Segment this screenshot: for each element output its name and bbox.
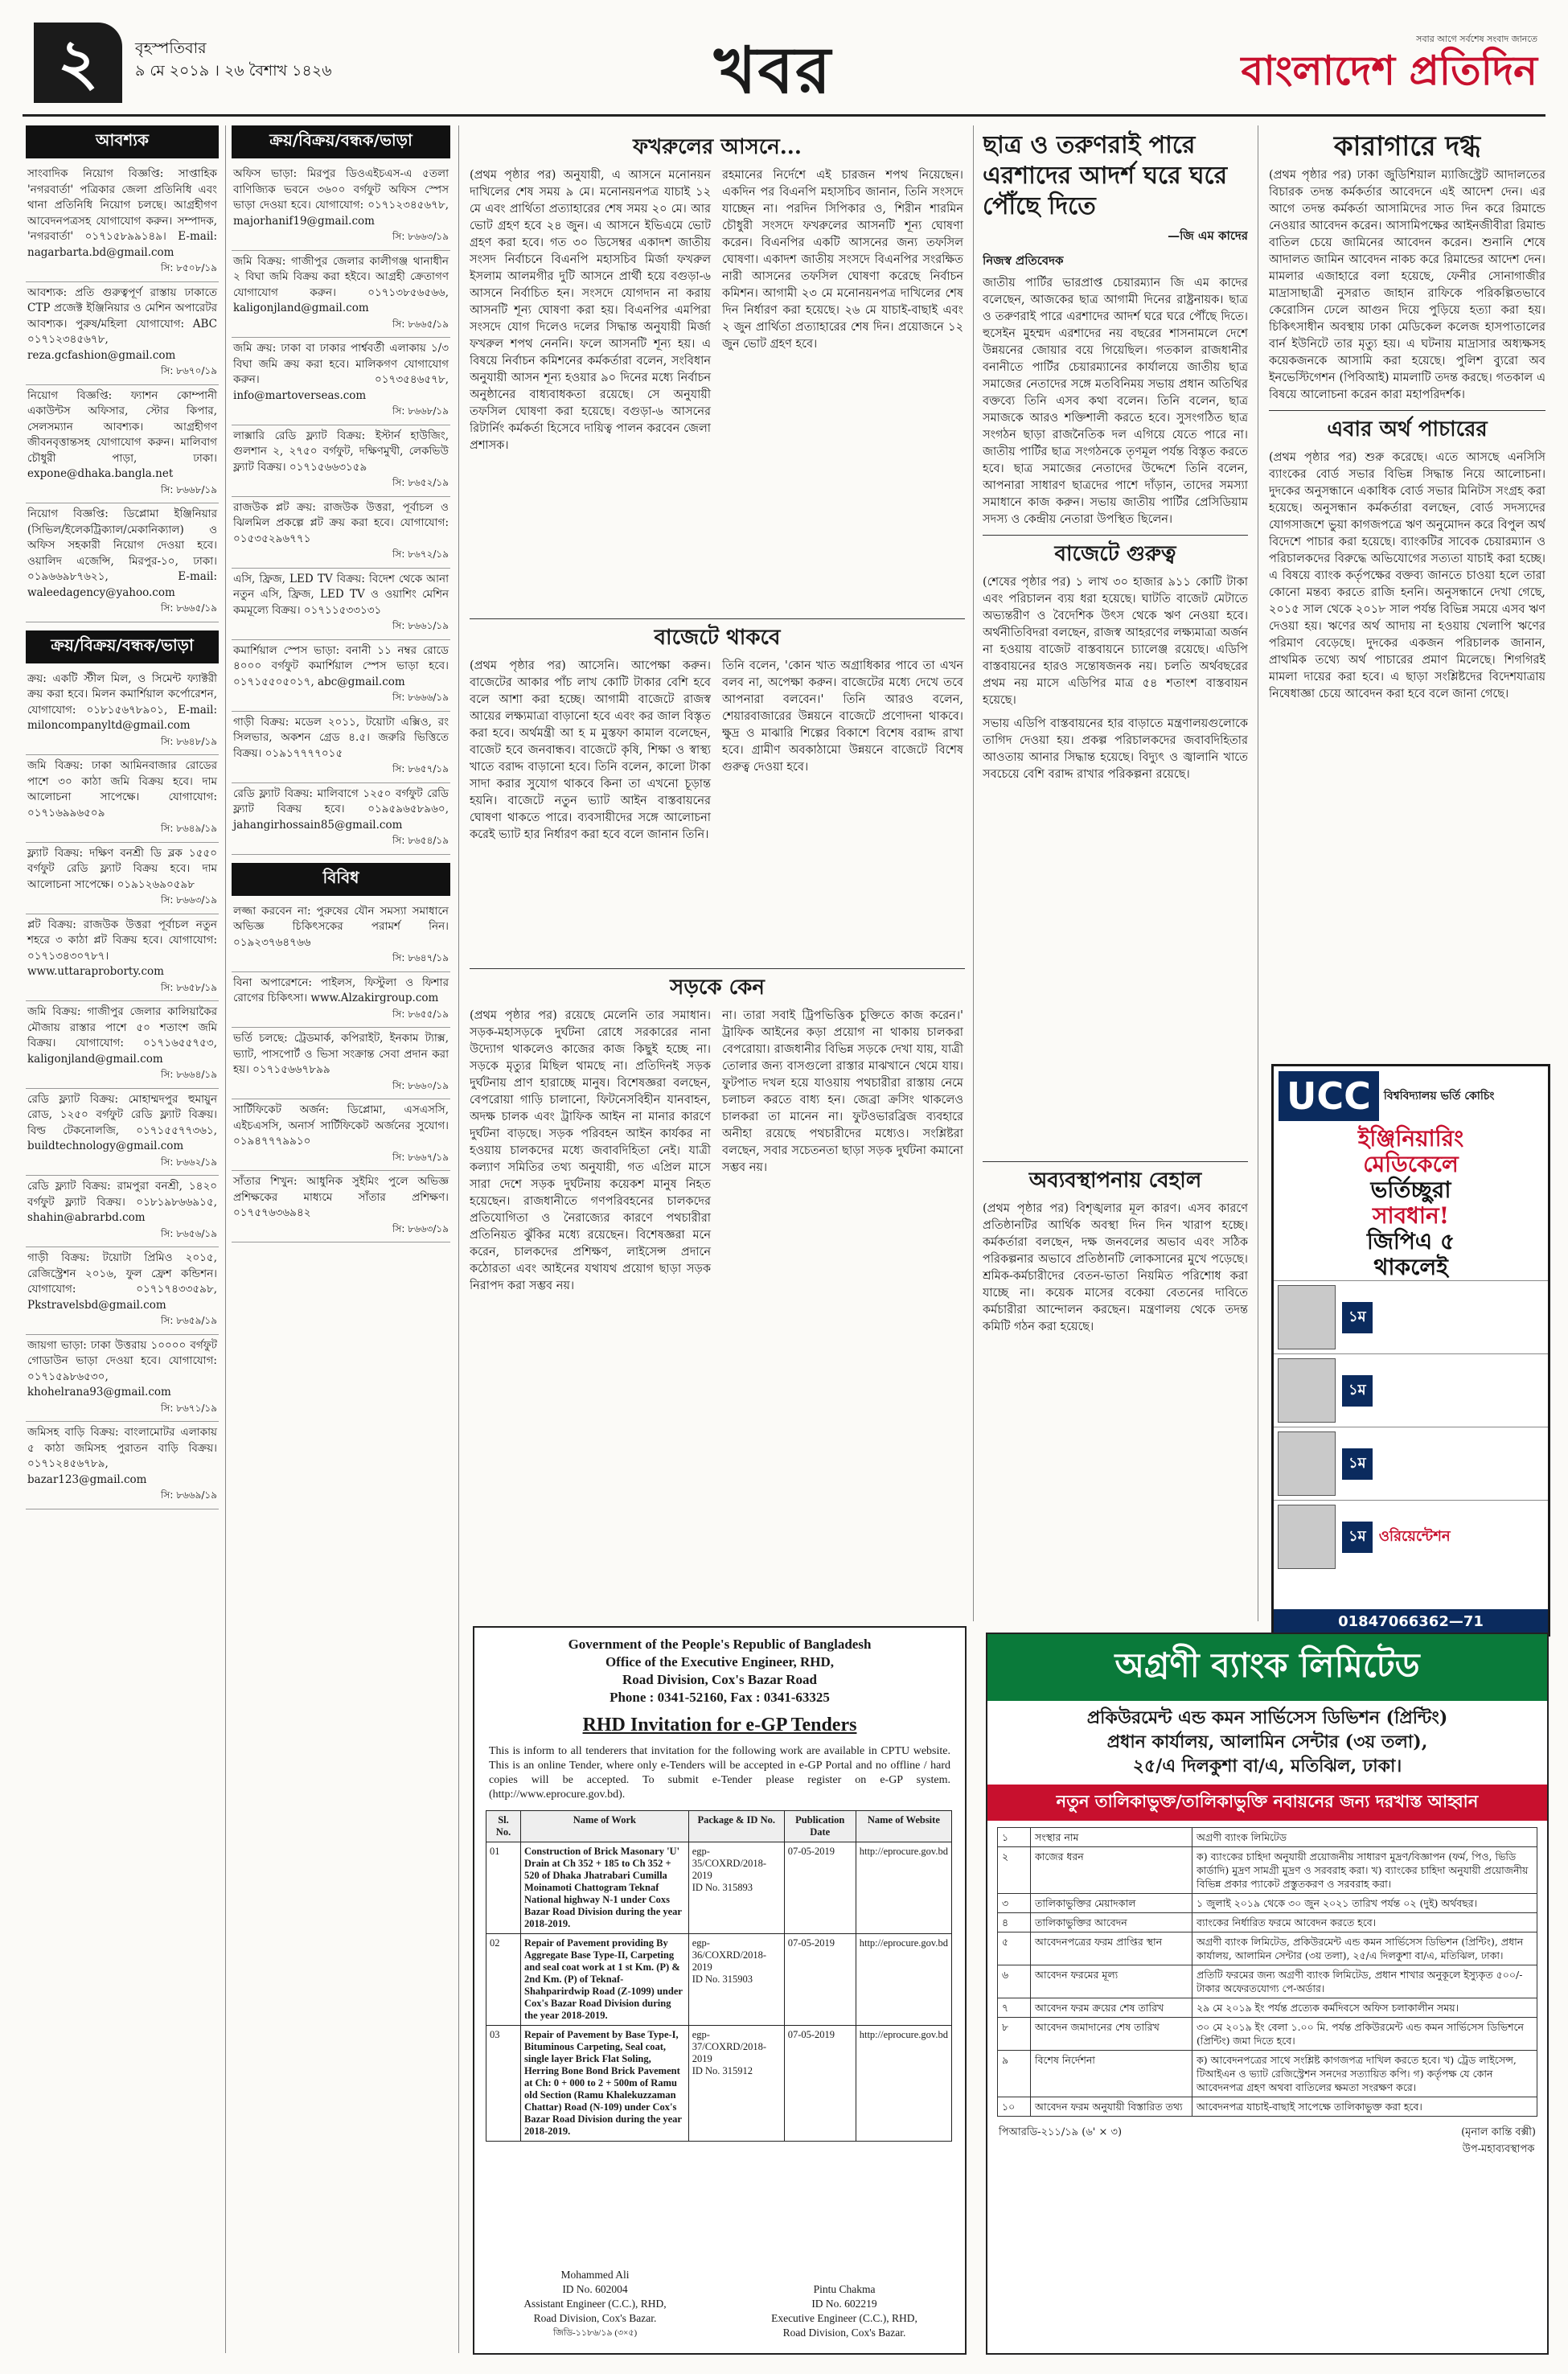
tender-gov-header	[474, 1636, 965, 1707]
ucc-line-aspirants: ভর্তিচ্ছুরা	[1370, 1177, 1451, 1203]
classified-ad	[26, 163, 219, 282]
classified-ad-ref: সি: ৮৬৬৩/১৯	[160, 894, 217, 906]
ucc-line-only: থাকলেই	[1373, 1254, 1448, 1280]
classified-ad-text: সাঁতার শিখুন: আধুনিক সুইমিং পুলে অভিজ্ঞ প্রশিক্ষকের মাধ্যমে সাঁতার প্রশিক্ষণ। ০১৭৫৭৬৩৬৯৪২	[233, 1175, 449, 1219]
table-cell	[784, 1842, 856, 1934]
classified-ad-text: লজ্জা করবেন না: পুরুষের যৌন সমস্যা সমাধানে অভিজ্ঞ চিকিৎসকের পরামর্শ নিন। ০১৯২৩৭৬৪৭৬৬	[233, 904, 449, 949]
classified-ad-text: নিয়োগ বিজ্ঞপ্তি: ডিপ্লোমা ইঞ্জিনিয়ার (সিভিল/ইলেকট্রিক্যাল/মেকানিক্যাল) ও অফিস সহকারী নিয়োগ দেওয়া হবে। ওয়ালিদ এজেন্সি, মিরপুর-১০, ঢাকা। ০১৯৬৬৯৮৭৬২১, E-mail: waleedagency@yahoo.com	[27, 507, 217, 599]
classified-ad-ref: সি: ৮৬৬৬/১৯	[392, 692, 449, 703]
classified-ad	[26, 843, 219, 914]
classified-heading-buy-sell-2: ক্রয়/বিক্রয়/বন্ধক/ভাড়া	[232, 125, 450, 158]
tender-id: ID No. 315893	[692, 1882, 753, 1893]
agrani-v: অগ্রণী ব্যাংক লিমিটেড	[1192, 1828, 1537, 1847]
agrani-headline-bar: নতুন তালিকাভুক্ত/তালিকাভুক্তি নবায়নের জন্য দরখাস্ত আহ্বান	[987, 1785, 1547, 1821]
story-headline: অব্যবস্থাপনায় বেহাল	[983, 1161, 1248, 1194]
classified-ad-ref: সি: ৮৬৬০/১৯	[392, 1079, 449, 1091]
agrani-footer	[987, 2117, 1547, 2167]
classified-ad-text: রাজউক প্লট ক্রয়: রাজউক উত্তরা, পূর্বাচল ও ঝিলমিল প্রকল্পে প্লট ক্রয় করা হবে। যোগাযোগ: ০১৫৩৫২৯৬৭৭১	[233, 500, 449, 545]
ucc-orientation: ওরিয়েন্টেশন	[1378, 1527, 1451, 1545]
classified-ad	[26, 755, 219, 843]
table-cell	[486, 1842, 521, 1934]
newspaper-page	[23, 16, 1545, 2358]
brand-tagline: সবার আগে সর্বশেষ সংবাদ জানতে	[1416, 34, 1537, 44]
story-headline: ফখরুলের আসনে...	[633, 135, 802, 159]
tender-sl: 01	[490, 1846, 500, 1857]
avatar	[1278, 1285, 1336, 1349]
tender-gov-line: Office of the Executive Engineer, RHD,	[605, 1654, 835, 1670]
classified-ad-text: ক্রয়: একটি স্টীল মিল, ও সিমেন্ট ফ্যাক্টরী ক্রয় করা হবে। মিলন কমার্শিয়াল কর্পোরেশন, যোগাযোগ: ০১৮১৫৬৭৮৯০১, E-mail: miloncompanyltd@gmail.com	[27, 672, 217, 732]
table-cell	[521, 1842, 689, 1934]
ucc-rank-badge: ১ম	[1342, 1522, 1373, 1553]
classified-ad-text: সাংবাদিক নিয়োগ বিজ্ঞপ্তি: সাপ্তাহিক 'নগরবার্তা' পত্রিকার জেলা প্রতিনিধি এবং থানা প্রতিনিধি নিয়োগ চলছে। আগ্রহীগণ আবেদনপত্রসহ যোগাযোগ করুন। সম্পাদক, 'নগরবার্তা' ০১৭১৫৮৯৯১৪৯। E-mail: nagarbarta.bd@gmail.com	[27, 167, 217, 259]
classified-ad	[232, 425, 450, 497]
classified-ad-text: জমি বিক্রয়: গাজীপুর জেলার কালীগঞ্জ থানাধীন ২ বিঘা জমি বিক্রয় করা হইবে। আগ্রহী ক্রেতাগণ যোগাযোগ করুন। ০১৭১৩৮৫৬৫৬৬, kaligonjland@gmail.com	[233, 254, 449, 314]
classified-ad-text: জায়গা ভাড়া: ঢাকা উত্তরায় ১০০০০ বর্গফুট গোডাউন ভাড়া দেওয়া হবে। যোগাযোগ: ০১৭১৫৯৮৬৫৩০, khohelrana93@gmail.com	[27, 1338, 217, 1399]
tender-gov-line: Road Division, Cox's Bazar Road	[622, 1672, 817, 1687]
ucc-topper-row	[1274, 1353, 1548, 1427]
story-headline: বাজেটে থাকবে	[470, 618, 965, 651]
budget-important-body: (শেষের পৃষ্ঠার পর) ১ লাখ ৩০ হাজার ৯১১ কোটি টাকা এবং পরিচালন ব্যয় ধরা হয়েছে। ঘাটতি বাজেট মেটাতে অভ্যন্তরীণ ও বৈদেশিক উৎস থেকে ঋণ নেওয়া হবে। অর্থনীতিবিদরা বলছেন, রাজস্ব আহরণের লক্ষ্যমাত্রা অর্জন না হওয়ায় বাজেট বাস্তবায়নে চ্যালেঞ্জ রয়েছে। এডিপি বাস্তবায়নের হারও সন্তোষজনক নয়। চলতি অর্থবছরের প্রথম নয় মাসে এডিপির মাত্র ৫৪ শতাংশ বাস্তবায়ন হয়েছে।	[983, 576, 1248, 707]
table-row	[486, 2026, 952, 2142]
ucc-topper-row	[1274, 1427, 1548, 1500]
classified-ad	[26, 1089, 219, 1177]
table-row	[998, 2018, 1537, 2051]
classified-ad-ref: সি: ৮৬৬৫/১৯	[160, 602, 217, 614]
agrani-v: অগ্রণী ব্যাংক লিমিটেড, প্রকিউরমেন্ট এন্ড কমন সার্ভিসেস ডিভিশন (প্রিন্টিং), প্রধান কার্যালয়, আলামিন সেন্টার (৩য় তলা), ২৫/এ দিলকুশা বা/এ, মতিঝিল, ঢাকা।	[1192, 1932, 1537, 1965]
avatar	[1278, 1431, 1336, 1496]
agrani-v: ক) ব্যাংকের চাহিদা অনুযায়ী প্রয়োজনীয় সাধারণ মুদ্রণ/বিজ্ঞাপন (ফর্ম, পিও, ভিডি কার্ডাদি) মুদ্রণ সামগ্রী মুদ্রণ ও সরবরাহ করা। খ) ব্যাংকের চাহিদা অনুযায়ী প্রয়োজনীয় বিভিন্ন প্রকার প্যাকেট প্রস্তুতকরণ ও সরবরাহ করা।	[1192, 1847, 1537, 1894]
table-cell	[856, 1842, 951, 1934]
table-row	[998, 1932, 1537, 1965]
classified-ad	[232, 1028, 450, 1099]
agrani-v: ২৯ মে ২০১৯ ইং পর্যন্ত প্রত্যেক কর্মদিবসে অফিস চলাকালীন সময়।	[1192, 1998, 1537, 2018]
tender-pkg: egp-36/COXRD/2018-2019	[692, 1937, 767, 1973]
tender-id: ID No. 315912	[692, 2065, 753, 2076]
signatory-office: Road Division, Cox's Bazar.	[782, 2327, 906, 2339]
agrani-n: ৬	[998, 1965, 1031, 1998]
table-header: Publication Date	[784, 1811, 856, 1842]
classifieds-column-1	[26, 125, 219, 2353]
story-headline: সড়কে কেন	[470, 968, 965, 1001]
agrani-division: প্রকিউরমেন্ট এন্ড কমন সার্ভিসেস ডিভিশন (প্রিন্টিং)	[1086, 1707, 1448, 1728]
issue-full-date: ৯ মে ২০১৯ । ২৬ বৈশাখ ১৪২৬	[135, 62, 332, 80]
classified-ad	[26, 503, 219, 622]
classified-ad-ref: সি: ৮৬৫৫/১৯	[392, 1008, 449, 1020]
signatory-name: Pintu Chakma	[813, 2283, 876, 2295]
tender-pkg: egp-35/COXRD/2018-2019	[692, 1846, 767, 1881]
agrani-k: বিশেষ নির্দেশনা	[1031, 2051, 1192, 2097]
tender-pub: 07-05-2019	[787, 1846, 835, 1857]
classified-ad	[232, 640, 450, 712]
table-row	[998, 1913, 1537, 1932]
ucc-logo: UCC	[1279, 1071, 1379, 1121]
budget-important-headline: বাজেটে গুরুত্ব	[983, 535, 1248, 568]
classified-ad-ref: সি: ৮৬৬৩/১৯	[392, 1222, 449, 1234]
ucc-line-medical: মেডিকেলে	[1363, 1151, 1459, 1177]
tender-pub: 07-05-2019	[787, 1937, 835, 1949]
tender-gov-line: Government of the People's Republic of Bangladesh	[568, 1637, 872, 1652]
section-title: খবর	[714, 32, 833, 108]
tender-name: Construction of Brick Masonary 'U' Drain at Ch 352 + 185 to Ch 352 + 520 of Dhaka Jhatrabari Cumilla Moinamoti Chattogram Teknaf National highway N-1 under Coxs Bazar Road Division during the year 2018-2019.	[524, 1846, 682, 1929]
tender-sl: 03	[490, 2029, 500, 2040]
table-row	[998, 1847, 1537, 1894]
agrani-v: ৩০ মে ২০১৯ ইং বেলা ১.০০ মি. পর্যন্ত প্রকিউরমেন্ট এন্ড কমন সার্ভিসেস ডিভিশনে (প্রিন্টিং) জমা দিতে হবে।	[1192, 2018, 1537, 2051]
ad-reference: পিআরডি-২১১/১৯ (৬' × ৩)	[999, 2126, 1123, 2138]
story-body: জাতীয় পার্টির ভারপ্রাপ্ত চেয়ারম্যান জি এম কাদের বলেছেন, আজকের ছাত্র আগামী দিনের রাষ্ট্রনায়ক। ছাত্র ও তরুণরাই পারে এরশাদের আদর্শ ঘরে ঘরে পৌঁছে দিতে। হুসেইন মুহম্মদ এরশাদের নয় বছরের শাসনামলে দেশে উন্নয়নের জোয়ার বয়ে গিয়েছিল। গতকাল রাজধানীর বনানীতে পার্টির চেয়ারম্যানের কার্যালয়ে জাতীয় ছাত্র সমাজের নেতাদের সঙ্গে মতবিনিময় সভায় প্রধান অতিথির বক্তব্যে তিনি এসব কথা বলেন। তিনি বলেন, ছাত্র সমাজকে আরও শক্তিশালী করতে হবে। সুসংগঠিত ছাত্র সংগঠন ছাড়া রাজনৈতিক দল এগিয়ে যেতে পারে না। জাতীয় পার্টির ছাত্র সংগঠনকে তৃণমূল পর্যন্ত বিস্তৃত করতে হবে। ছাত্র সমাজের নেতাদের উদ্দেশে তিনি বলেন, আপনারা সাধারণ ছাত্রদের পাশে দাঁড়ান, তাদের সমস্যা সমাধানে কাজ করুন। সভায় জাতীয় পার্টির প্রেসিডিয়াম সদস্য ও কেন্দ্রীয় নেতারা উপস্থিত ছিলেন।	[983, 277, 1248, 526]
agrani-k: আবেদন জমাদানের শেষ তারিখ	[1031, 2018, 1192, 2051]
classified-ad-ref: সি: ৮৬৬২/১৯	[160, 1156, 217, 1168]
classified-ad-text: এসি, ফ্রিজ, LED TV বিক্রয়: বিদেশ থেকে আনা নতুন এসি, ফ্রিজ, LED TV ও ওয়াশিং মেশিন কমমূল্যে বিক্রয়। ০১৭১১৫৩৩১৩১	[233, 572, 449, 617]
classified-ad-text: ভর্তি চলছে: ট্রেডমার্ক, কপিরাইট, ইনকাম ট্যাক্স, ভ্যাট, পাসপোর্ট ও ভিসা সংক্রান্ত সেবা প্রদান করা হয়। ০১৭১৫৬৬৭৮৯৯	[233, 1032, 449, 1076]
agrani-address: প্রধান কার্যালয়, আলামিন সেন্টার (৩য় তলা),	[1106, 1731, 1428, 1752]
story-body: (প্রথম পৃষ্ঠার পর) রয়েছে মেলেনি তার সমাধান। সড়ক-মহাসড়কে দুর্ঘটনা রোধে সরকারের নানা উদ্যোগ থাকলেও কাজের কাজ কিছুই হচ্ছে না। সড়কে মৃত্যুর মিছিল থামছে না। প্রতিদিনই সড়ক দুর্ঘটনায় প্রাণ হারাচ্ছে মানুষ। বিশেষজ্ঞরা বলছেন, বেপরোয়া গাড়ি চালানো, ফিটনেসবিহীন যানবাহন, অদক্ষ চালক এবং ট্রাফিক আইন না মানার কারণে দুর্ঘটনা বাড়ছে। সড়ক পরিবহন আইন কার্যকর না হওয়ায় চালকদের মধ্যে জবাবদিহিতা নেই। যাত্রী কল্যাণ সমিতির তথ্য অনুযায়ী, গত এপ্রিল মাসে সারা দেশে সড়ক দুর্ঘটনায় কয়েকশ মানুষ নিহত হয়েছেন। রাজধানীতে গণপরিবহনের চালকদের প্রতিযোগিতা ও নৈরাজ্যের কারণে পথচারীরা প্রতিনিয়ত ঝুঁকির মধ্যে রয়েছেন। বিশেষজ্ঞরা মনে করেন, চালকদের প্রশিক্ষণ, লাইসেন্স প্রদানে কঠোরতা এবং আইনের যথাযথ প্রয়োগ ছাড়া সড়ক নিরাপদ করা সম্ভব নয়।	[470, 1009, 711, 1292]
signatory-name: (মৃনাল কান্তি বক্সী)	[1461, 2126, 1536, 2138]
classified-ad-ref: সি: ৮৬৬৮/১৯	[160, 483, 217, 495]
classified-ad	[232, 497, 450, 569]
classified-list-buy-sell	[26, 668, 219, 1509]
issue-day: বৃহস্পতিবার	[135, 39, 207, 57]
classified-ad	[232, 972, 450, 1029]
tender-pub: 07-05-2019	[787, 2029, 835, 2040]
classified-ad-text: রেডি ফ্ল্যাট বিক্রয়: মালিবাগে ১২৫০ বর্গফুট রেডি ফ্ল্যাট বিক্রয় হবে। ০১৯৫৯৬৫৮৯৬০, jahangirhossain85@gmail.com	[233, 787, 449, 832]
tender-gov-line: Phone : 0341-52160, Fax : 0341-63325	[610, 1690, 830, 1705]
signatory-id: ID No. 602004	[562, 2283, 628, 2295]
signatory-title: Executive Engineer (C.C.), RHD,	[771, 2312, 917, 2324]
classified-ad-ref: সি: ৮৬৬৭/১৯	[392, 1151, 449, 1163]
table-row	[998, 1998, 1537, 2018]
ucc-rank-badge: ১ম	[1342, 1375, 1373, 1407]
classified-ad-ref: সি: ৮৬৫২/১৯	[392, 477, 449, 488]
classified-ad-ref: সি: ৮৬৬৪/১৯	[160, 1069, 217, 1080]
agrani-k: আবেদন ফরম ক্রয়ের শেষ তারিখ	[1031, 1998, 1192, 2018]
money-story-headline: এবার অর্থ পাচারের	[1269, 410, 1545, 443]
ucc-tagline: বিশ্ববিদ্যালয় ভর্তি কোচিং	[1383, 1090, 1495, 1103]
story-body-continued: না। তারা সবাই ট্রিপভিত্তিক চুক্তিতে কাজ করেন।' ট্রাফিক আইনের কড়া প্রয়োগ না থাকায় চালকরা বেপরোয়া। রাজধানীর বিভিন্ন সড়কে দেখা যায়, যাত্রী তোলার জন্য বাসগুলো রাস্তার মাঝখানে থেমে যায়। ফুটপাত দখল হয়ে যাওয়ায় পথচারীরা রাস্তায় নেমে চলাচল করতে বাধ্য হন। জেব্রা ক্রসিং থাকলেও চালকরা তা মানেন না। ফুটওভারব্রিজ ব্যবহারে অনীহা রয়েছে পথচারীদের মধ্যেও। সংশ্লিষ্টরা বলছেন, সবার সচেতনতা ছাড়া সড়ক দুর্ঘটনা কমানো সম্ভব নয়।	[722, 1009, 963, 1174]
signatory-id: ID No. 602219	[811, 2298, 877, 2310]
classified-ad	[232, 569, 450, 640]
agrani-table	[997, 1827, 1537, 2117]
tender-web[interactable]: http://eprocure.gov.bd	[859, 1937, 948, 1949]
agrani-k: আবেদন ফরমের মূল্য	[1031, 1965, 1192, 1998]
tender-sl: 02	[490, 1937, 500, 1949]
agrani-n: ১০	[998, 2097, 1031, 2117]
classifieds-column-2	[232, 125, 450, 2353]
table-row	[486, 1934, 952, 2026]
agrani-n: ২	[998, 1847, 1031, 1894]
agrani-n: ৫	[998, 1932, 1031, 1965]
story-body-continued: রহমানের নির্দেশে এই চারজন শপথ নিয়েছেন। একদিন পর বিএনপি মহাসচিব জানান, তিনি সংসদে যাচ্ছেন না। পরদিন সিপিকার ও, শিরীন শারমিন চৌধুরী সংসদে ফখরুলের আসনটি শূন্য ঘোষণা করেন। বিএনপির একটি আসনের জন্য তফসিল ঘোষণা। একাদশ জাতীয় সংসদে বিএনপির সংরক্ষিত নারী আসনের তফসিল ঘোষণা করেছে নির্বাচন কমিশন। আগামী ২৩ মে মনোনয়নপত্র দাখিলের শেষ দিন নির্ধারণ করা হয়েছে। ২৬ মে যাচাই-বাছাই এবং ২ জুন প্রার্থিতা প্রত্যাহারের শেষ দিন। প্রয়োজনে ১২ জুন ভোট গ্রহণ হবে।	[722, 169, 963, 351]
classified-ad	[232, 1171, 450, 1242]
table-cell	[521, 1934, 689, 2026]
ucc-rank-badge: ১ম	[1342, 1448, 1373, 1480]
agrani-v: প্রতিটি ফরমের জন্য অগ্রণী ব্যাংক লিমিটেড, প্রধান শাখার অনুকূলে ইস্যুকৃত ৫০০/- টাকার অফেরতযোগ্য পে-অর্ডার।	[1192, 1965, 1537, 1998]
table-cell	[688, 1842, 784, 1934]
column-divider	[225, 125, 226, 2353]
table-row	[998, 1828, 1537, 1847]
classified-ad-ref: সি: ৮৬৬৩/১৯	[392, 231, 449, 242]
agrani-k: তালিকাভুক্তির মেয়াদকাল	[1031, 1894, 1192, 1913]
table-cell	[856, 2026, 951, 2142]
classified-ad-text: রেডি ফ্ল্যাট বিক্রয়: রামপুরা বনশ্রী, ১৪২০ বর্গফুট ফ্ল্যাট বিক্রয়। ০১৮১৯৮৬৬৯১৫, shahin@abrarbd.com	[27, 1180, 217, 1224]
ucc-line-beware: সাবধান!	[1372, 1202, 1450, 1229]
story-salary	[983, 1158, 1248, 1624]
page-number: ২	[34, 23, 122, 103]
story-body: (প্রথম পৃষ্ঠার পর) আসেনি। আপেক্ষা করুন। বাজেটের আকার পাঁচ লাখ কোটি টাকার বেশি হবে বলে আশা করা হচ্ছে। আগামী বাজেটে রাজস্ব আয়ের লক্ষ্যমাত্রা বাড়ানো হবে এবং কর জাল বিস্তৃত করা হবে। অর্থমন্ত্রী আ হ ম মুস্তফা কামাল বলেছেন, বাজেট হবে জনবান্ধব। বাজেটে কৃষি, শিক্ষা ও স্বাস্থ্য খাতে বরাদ্দ বাড়ানো হবে। তিনি বলেন, কালো টাকা সাদা করার সুযোগ থাকবে কিনা তা এখনো চূড়ান্ত হয়নি। বাজেটে নতুন ভ্যাট আইন বাস্তবায়নের ঘোষণা থাকতে পারে। ব্যবসায়ীদের সঙ্গে আলোচনা করেই ভ্যাট হার নির্ধারণ করা হবে বলে জানান তিনি।	[470, 659, 711, 841]
rhd-tender-notice	[473, 1626, 967, 2355]
agrani-k: সংস্থার নাম	[1031, 1828, 1192, 1847]
classified-ad-ref: সি: ৮৬৫৯/১৯	[161, 1315, 217, 1326]
story-fakhrul	[470, 125, 965, 608]
classified-ad	[232, 251, 450, 339]
table-cell	[521, 2026, 689, 2142]
classified-ad-text: বিনা অপারেশনে: পাইলস, ফিস্টুলা ও ফিশার রোগের চিকিৎসা। www.Alzakirgroup.com	[233, 975, 449, 1004]
classified-ad-text: সার্টিফিকেট অর্জন: ডিপ্লোমা, এসএসসি, এইচএসসি, অনার্স সার্টিফিকেট অর্জনের সুযোগ। ০১৯৪৭৭৭৯৯১০	[233, 1103, 449, 1148]
classified-ad	[232, 338, 450, 425]
column-divider	[973, 125, 974, 1621]
table-header: Name of Work	[521, 1811, 689, 1842]
classified-ad	[26, 914, 219, 1002]
agrani-address: ২৫/এ দিলকুশা বা/এ, মতিঝিল, ঢাকা।	[1132, 1756, 1402, 1776]
table-cell	[688, 2026, 784, 2142]
classified-ad-text: গাড়ী বিক্রয়: টয়োটা প্রিমিও ২০১৫, রেজিস্ট্রেশন ২০১৬, ফুল ফ্রেশ কন্ডিশন। যোগাযোগ: ০১৭১৭৪৩৩৫৯৮, Pkstravelsbd@gmail.com	[27, 1251, 217, 1312]
classified-ad-ref: সি: ৮৬৪৭/১৯	[392, 952, 449, 963]
story-budget	[470, 615, 965, 969]
tender-id: ID No. 315903	[692, 1974, 753, 1985]
agrani-k: আবেদনপত্রের ফরম প্রাপ্তির স্থান	[1031, 1932, 1192, 1965]
agrani-v: ব্যাংকের নির্ধারিত ফরমে আবেদন করতে হবে।	[1192, 1913, 1537, 1932]
classified-heading-misc: বিবিধ	[232, 863, 450, 896]
tender-pkg: egp-37/COXRD/2018-2019	[692, 2029, 767, 2064]
tender-name: Repair of Pavement by Base Type-I, Bituminous Carpeting, Seal coat, single layer Brick Flat Soling, Herring Bone Bond Brick Pavement at Ch: 0 + 000 to 2 + 500m of Ramu old Section (Ramu Khalekuzzaman Chattar) Road (N-109) under Cox's Bazar Road Division during the year 2018-2019.	[524, 2029, 682, 2137]
agrani-title: অগ্রণী ব্যাংক লিমিটেড	[987, 1634, 1547, 1701]
agrani-k: কাজের ধরন	[1031, 1847, 1192, 1894]
tender-title: RHD Invitation for e-GP Tenders	[582, 1715, 857, 1735]
classified-ad	[232, 712, 450, 783]
classified-heading-buy-sell: ক্রয়/বিক্রয়/বন্ধক/ভাড়া	[26, 630, 219, 663]
tender-signature-2	[740, 2282, 949, 2340]
tender-signature-1	[491, 2268, 700, 2340]
classified-ad-text: ফ্ল্যাট বিক্রয়: দক্ষিণ বনশ্রী ডি ব্লক ১৫৫০ বর্গফুট রেডি ফ্ল্যাট বিক্রয় হবে। দাম আলোচনা সাপেক্ষে। ০১৯১২৬৯০৫৯৮	[27, 846, 217, 891]
agrani-v: ক) আবেদনপত্রের সাথে সংশ্লিষ্ট কাগজপত্র দাখিল করতে হবে। খ) ট্রেড লাইসেন্স, টিআইএন ও ভ্যাট রেজিস্ট্রেশন সনদের সত্যায়িত কপি। গ) কর্তৃপক্ষ যে কোন আবেদনপত্র গ্রহণ অথবা বাতিলের ক্ষমতা সংরক্ষণ করে।	[1192, 2051, 1537, 2097]
avatar	[1278, 1358, 1336, 1423]
table-row	[998, 1965, 1537, 1998]
page-header	[23, 16, 1545, 117]
story-students	[983, 125, 1248, 1058]
classified-ad-text: জমি বিক্রয়: ঢাকা আমিনবাজার রোডের পাশে ৩০ কাঠা জমি বিক্রয় হবে। দাম আলোচনা সাপেক্ষে। যোগাযোগ: ০১৭১৬৯৯৬৫০৯	[27, 759, 217, 819]
classified-ad-ref: সি: ৮৬৬৮/১৯	[392, 405, 449, 417]
table-cell	[688, 1934, 784, 2026]
agrani-n: ৯	[998, 2051, 1031, 2097]
agrani-bank-notice	[986, 1633, 1549, 2355]
tender-name: Repair of Pavement providing By Aggregate Base Type-II, Carpeting and seal coat work at 1 st Km. (P) & 2nd Km. (P) of Teknaf-Shahparirdwip Road (Z-1099) under Cox's Bazar Road Division during the year 2018-2019.	[524, 1937, 683, 2021]
agrani-subtitle	[987, 1706, 1547, 1778]
masthead-logo	[1241, 32, 1537, 94]
classified-ad	[26, 1247, 219, 1335]
ucc-line-engineering: ইঞ্জিনিয়ারিং	[1357, 1125, 1464, 1152]
agrani-n: ৭	[998, 1998, 1031, 2018]
classified-ad-text: অফিস ভাড়া: মিরপুর ডিওএইচএস-এ ৫তলা বাণিজ্যিক ভবনে ৩৬০০ বর্গফুট অফিস স্পেস ভাড়া দেওয়া হবে। যোগাযোগ: ০১৭১২৩৪৫৬৭৮, majorhanif19@gmail.com	[233, 167, 449, 228]
classified-ad	[26, 668, 219, 756]
signatory-title: Assistant Engineer (C.C.), RHD,	[523, 2298, 667, 2310]
ucc-line-gpa: জিপিএ ৫	[1366, 1228, 1455, 1255]
table-header: Name of Website	[856, 1811, 951, 1842]
story-body: (প্রথম পৃষ্ঠার পর) অনুযায়ী, এ আসনে মনোনয়ন দাখিলের শেষ সময় ৯ মে। মনোনয়নপত্র যাচাই ১২ মে এবং প্রার্থিতা প্রত্যাহারের শেষ সময় ২০ মে। আর ভোট গ্রহণ হবে ২৪ জুন। এ আসনে ইভিএমে ভোট গ্রহণ করা হবে। গত ৩০ ডিসেম্বর একাদশ জাতীয় সংসদ নির্বাচনে বিএনপি মহাসচিব মির্জা ফখরুল ইসলাম আলমগীর দুটি আসনে প্রার্থী হয়ে বগুড়া-৬ আসনে নির্বাচিত হন। সংসদে যোগদান না করায় আসনটি শূন্য ঘোষণা করা হয়। বিএনপির এমপিরা সংসদে যোগ দিলেও দলের সিদ্ধান্ত অনুযায়ী মির্জা ফখরুল শপথ নেননি। ফলে আসনটি শূন্য হয়। এ বিষয়ে নির্বাচন কমিশনের কর্মকর্তারা বলেন, সংবিধান অনুযায়ী আসন শূন্য হওয়ার ৯০ দিনের মধ্যে নির্বাচন অনুষ্ঠানের বাধ্যবাধকতা রয়েছে। সে অনুযায়ী তফসিল ঘোষণা করা হয়েছে। বগুড়া-৬ আসনের রিটার্নিং কর্মকর্তা হিসেবে দায়িত্ব পালন করবেন জেলা প্রশাসক।	[470, 169, 711, 452]
table-cell	[486, 1934, 521, 2026]
classified-ad	[26, 1176, 219, 1247]
table-cell	[856, 1934, 951, 2026]
classified-ad-ref: সি: ৮৫০৮/১৯	[161, 262, 217, 273]
classified-ad	[26, 1001, 219, 1089]
story-headline: ছাত্র ও তরুণরাই পারে এরশাদের আদর্শ ঘরে ঘরে পৌঁছে দিতে	[983, 131, 1228, 220]
ucc-phone: 01847066362—71	[1274, 1609, 1548, 1634]
issue-date	[135, 37, 332, 82]
agrani-k: আবেদন ফরম অনুযায়ী বিস্তারিত তথ্য	[1031, 2097, 1192, 2117]
classified-ad	[232, 1099, 450, 1171]
agrani-n: ৩	[998, 1894, 1031, 1913]
classified-list-misc	[232, 901, 450, 1243]
agrani-signature	[1461, 2125, 1536, 2158]
story-body: (প্রথম পৃষ্ঠার পর) বিশৃঙ্খলার মূল কারণ। এসব কারণে প্রতিষ্ঠানটির আর্থিক অবস্থা দিন দিন খারাপ হচ্ছে। কর্মকর্তারা বলছেন, দক্ষ জনবলের অভাব এবং সঠিক পরিকল্পনার অভাবে প্রতিষ্ঠানটি লোকসানের মুখে পড়েছে। শ্রমিক-কর্মচারীদের বেতন-ভাতা নিয়মিত পরিশোধ করা যাচ্ছে না। কয়েক মাসের বকেয়া বেতনের দাবিতে কর্মচারীরা আন্দোলন করছেন। মন্ত্রণালয় থেকে তদন্ত কমিটি গঠন করা হয়েছে।	[983, 1202, 1248, 1333]
story-body-continued: তিনি বলেন, 'কোন খাত অগ্রাধিকার পাবে তা এখন বলব না, অপেক্ষা করুন। বাজেটের মধ্যে দেখে তবে আপনারা বলবেন।' তিনি আরও বলেন, শেয়ারবাজারের উন্নয়নে বাজেটে প্রণোদনা থাকবে। ক্ষুদ্র ও মাঝারি শিল্পের বিকাশে বিশেষ বরাদ্দ রাখা হবে। গ্রামীণ অবকাঠামো উন্নয়নে বাজেটে বিশেষ গুরুত্ব দেওয়া হবে।	[722, 659, 963, 774]
story-reporter: নিজস্ব প্রতিবেদক	[983, 253, 1064, 268]
table-row	[486, 1842, 952, 1934]
money-story-body: (প্রথম পৃষ্ঠার পর) শুরু করেছে। এতে আসছে এনসিসি ব্যাংকের বোর্ড সভার বিভিন্ন সিদ্ধান্ত নিয়ে আলোচনা। দুদকের অনুসন্ধানে একাধিক বোর্ড সভার মিনিটস সংগ্রহ করা হয়েছে। অনুসন্ধান কর্মকর্তারা বলছেন, বোর্ড সদস্যদের যোগসাজশে ভুয়া কাগজপত্রে ঋণ অনুমোদন করে বিপুল অর্থ বিদেশে পাচার করা হয়েছে। ব্যাংকটির সাবেক চেয়ারম্যান ও পরিচালকদের বিরুদ্ধে অভিযোগের সত্যতা যাচাই করা হচ্ছে। এ বিষয়ে ব্যাংক কর্তৃপক্ষের বক্তব্য জানতে চাওয়া হলে তারা কোনো মন্তব্য করতে রাজি হননি। অনুসন্ধানে দেখা গেছে, ২০১৫ সাল থেকে ২০১৮ সাল পর্যন্ত বিভিন্ন সময়ে এসব ঋণ দেওয়া হয়। ঋণের অর্থ আদায় না হওয়ায় খেলাপি ঋণের পরিমাণ বেড়েছে। দুদকের একজন পরিচালক জানান, প্রাথমিক তথ্যে অর্থ পাচারের প্রমাণ মিলেছে। শিগগিরই মামলা দায়ের করা হবে। এ ছাড়া সংশ্লিষ্টদের বিদেশযাত্রায় নিষেধাজ্ঞা চেয়ে আবেদন করা হবে বলে জানা গেছে।	[1269, 451, 1545, 700]
classified-ad-text: প্লট বিক্রয়: রাজউক উত্তরা পূর্বাচল নতুন শহরে ৩ কাঠা প্লট বিক্রয় হবে। যোগাযোগ: ০১৭১৩৪৩০৭৮৭। www.uttaraproborty.com	[27, 918, 217, 978]
agrani-n: ৪	[998, 1913, 1031, 1932]
classified-ad-text: কমার্শিয়াল স্পেস ভাড়া: বনানী ১১ নম্বর রোডে ৪০০০ বর্গফুট কমার্শিয়াল স্পেস ভাড়া হবে। ০১৭১৫৫০৫০১৭, abc@gmail.com	[233, 643, 449, 688]
classified-ad-text: নিয়োগ বিজ্ঞপ্তি: ফ্যাশন কোম্পানী একাউন্টস অফিসার, স্টোর কিপার, সেলসম্যান আবশ্যক। আগ্রহীগণ জীবনবৃত্তান্তসহ যোগাযোগ করুন। মালিবাগ চৌধুরী পাড়া, ঢাকা। expone@dhaka.bangla.net	[27, 388, 217, 480]
classified-ad-ref: সি: ৮৬৬৯/১৯	[160, 1489, 217, 1501]
classified-ad-text: গাড়ী বিক্রয়: মডেল ২০১১, টয়োটা এক্সিও, রং সিলভার, অকশন গ্রেড ৪.৫। জরুরি ভিত্তিতে বিক্রয়। ০১৯১৭৭৭৭০১৫	[233, 715, 449, 760]
classified-ad	[26, 385, 219, 504]
agrani-v: আবেদনপত্র যাচাই-বাছাই সাপেক্ষে তালিকাভুক্ত করা হবে।	[1192, 2097, 1537, 2117]
story-road	[470, 965, 965, 1616]
budget-important-body-continued: সভায় এডিপি বাস্তবায়নের হার বাড়াতে মন্ত্রণালয়গুলোকে তাগিদ দেওয়া হয়। প্রকল্প পরিচালকদের জবাবদিহিতার আওতায় আনার সিদ্ধান্ত হয়েছে। বিদ্যুৎ ও জ্বালানি খাতে সবচেয়ে বেশি বরাদ্দ রাখার পরিকল্পনা রয়েছে।	[983, 717, 1248, 781]
column-divider	[458, 125, 459, 2353]
classified-ad-text: জমি ক্রয়: ঢাকা বা ঢাকার পার্শ্ববর্তী এলাকায় ১/৩ বিঘা জমি ক্রয় করা হবে। মালিকগণ যোগাযোগ করুন। ০১৭৩৫৪৬৫৭৮, info@martoverseas.com	[233, 342, 449, 402]
signatory-office: Road Division, Cox's Bazar.	[533, 2312, 657, 2324]
ad-reference: জিডি-১১৮৬/১৯ (৩×৫)	[552, 2328, 638, 2338]
classified-list-buy-sell-2	[232, 163, 450, 855]
classified-ad-ref: সি: ৮৬৭২/১৯	[392, 548, 449, 560]
classified-ad	[26, 1335, 219, 1423]
classified-ad-ref: সি: ৮৬৭১/১৯	[160, 1402, 217, 1414]
agrani-v: ১ জুলাই ২০১৯ থেকে ৩০ জুন ২০২১ তারিখ পর্যন্ত ০২ (দুই) অর্থবছর।	[1192, 1894, 1537, 1913]
ucc-rank-badge: ১ম	[1342, 1302, 1373, 1333]
tender-intro: This is inform to all tenderers that invitation for the following work are available in CPTU website. This is an online Tender, where only e-Tenders will be accepted in e-GP Portal and no offline / hard copies will be accepted. To submit e-Tender please register on e-GP system. (http://www.eprocure.gov.bd).	[489, 1745, 950, 1801]
classified-heading-needed: আবশ্যক	[26, 125, 219, 158]
classified-list-needed	[26, 163, 219, 622]
avatar	[1278, 1505, 1336, 1569]
table-cell	[784, 1934, 856, 2026]
classified-ad-ref: সি: ৮৬৪৮/১৯	[161, 735, 217, 747]
brand-name: বাংলাদেশ প্রতিদিন	[1241, 47, 1537, 94]
agrani-k: তালিকাভুক্তির আবেদন	[1031, 1913, 1192, 1932]
ucc-topper-row	[1274, 1280, 1548, 1353]
classified-ad	[232, 163, 450, 251]
classified-ad-ref: সি: ৮৬৫৬/১৯	[160, 1227, 217, 1239]
story-headline: কারাগারে দগ্ধ	[1333, 130, 1481, 162]
classified-ad-ref: সি: ৮৬৫৪/১৯	[392, 835, 449, 846]
signatory-title: উপ-মহাব্যবস্থাপক	[1462, 2143, 1535, 2155]
table-header: Package & ID No.	[688, 1811, 784, 1842]
table-row	[998, 2097, 1537, 2117]
classified-ad	[26, 1422, 219, 1509]
classified-ad-ref: সি: ৮৬৫৭/১৯	[392, 763, 449, 774]
classified-ad-ref: সি: ৮৬৫৮/১৯	[161, 981, 217, 993]
agrani-n: ১	[998, 1828, 1031, 1847]
classified-ad-ref: সি: ৮৬৬৫/১৯	[392, 318, 449, 330]
classified-ad	[232, 901, 450, 972]
table-cell	[784, 2026, 856, 2142]
classified-ad-text: লাক্সারি রেডি ফ্ল্যাট বিক্রয়: ইস্টার্ন হাউজিং, গুলশান ২, ২৭৫০ বর্গফুট, দক্ষিণমুখী, লেকভিউ ফ্ল্যাট বিক্রয়। ০১৭১৫৬৬৩১৫৯	[233, 429, 449, 474]
classified-ad-text: আবশ্যক: প্রতি গুরুত্বপূর্ণ রাস্তায় ঢাকাতে CTP প্রজেক্ট ইঞ্জিনিয়ার ও মেশিন অপারেটর আবশ্যক। পুরুষ/মহিলা যোগাযোগ: ABC ০১৭১২৩৪৫৬৭৮, reza.gcfashion@gmail.com	[27, 285, 217, 362]
table-row	[998, 2051, 1537, 2097]
tender-web[interactable]: http://eprocure.gov.bd	[859, 1846, 948, 1857]
classified-ad-text: রেডি ফ্ল্যাট বিক্রয়: মোহাম্মদপুর হুমায়ুন রোড, ১২৫০ বর্গফুট রেডি ফ্ল্যাট বিক্রয়। বিল্ড টেকনোলজি, ০১৭১৫৫৭৭৩৬১, buildtechnology@gmail.com	[27, 1092, 217, 1152]
classified-ad	[26, 282, 219, 385]
story-byline: —জি এম কাদের	[1168, 228, 1248, 243]
story-body: (প্রথম পৃষ্ঠার পর) ঢাকা জুডিশিয়াল ম্যাজিস্ট্রেট আদালতের বিচারক তদন্ত কর্মকর্তার আবেদনে এই আদেশ দেন। এর আগে তদন্ত কর্মকর্তা আসামিদের সাত দিন করে রিমান্ডে নেওয়ার আবেদন করেন। আসামিপক্ষের আইনজীবীরা রিমান্ড বাতিল চেয়ে জামিনের আবেদন করেন। শুনানি শেষে আদালত জামিন আবেদন নাকচ করে রিমান্ডের আদেশ দেন। মামলার এজাহারে বলা হয়েছে, ফেনীর সোনাগাজীর মাদ্রাসাছাত্রী নুসরাত জাহান রাফিকে পরিকল্পিতভাবে কেরোসিন ঢেলে আগুন দিয়ে পুড়িয়ে হত্যা করা হয়। চিকিৎসাধীন অবস্থায় ঢাকা মেডিকেল কলেজ হাসপাতালের বার্ন ইউনিটে তার মৃত্যু হয়। এ ঘটনায় মাদ্রাসার অধ্যক্ষসহ কয়েকজনকে আসামি করা হয়েছে। পুলিশ ব্যুরো অব ইনভেস্টিগেশন (পিবিআই) মামলাটি তদন্ত করছে। গতকাল এ বিষয়ে আলোচনা করেন কারা মহাপরিদর্শক।	[1269, 169, 1545, 401]
classified-ad-ref: সি: ৮৬৬১/১৯	[392, 620, 449, 631]
classified-ad-text: জমিসহ বাড়ি বিক্রয়: বাংলামোটর এলাকায় ৫ কাঠা জমিসহ পুরাতন বাড়ি বিক্রয়। ০১৭১২৪৫৬৭৮৯, bazar123@gmail.com	[27, 1426, 217, 1486]
table-cell	[486, 2026, 521, 2142]
classified-ad-ref: সি: ৮৬৪৯/১৯	[161, 823, 217, 834]
signatory-name: Mohammed Ali	[560, 2269, 630, 2281]
classified-ad	[232, 783, 450, 855]
table-header: Sl. No.	[486, 1811, 521, 1842]
agrani-n: ৮	[998, 2018, 1031, 2051]
table-row	[998, 1894, 1537, 1913]
ucc-topper-row	[1274, 1500, 1548, 1573]
classified-ad-ref: সি: ৮৬৭০/১৯	[160, 365, 217, 376]
story-jail	[1269, 125, 1545, 1058]
classified-ad-text: জমি বিক্রয়: গাজীপুর জেলার কালিয়াকৈর মৌজায় রাস্তার পাশে ৫০ শতাংশ জমি বিক্রয়। যোগাযোগ: ০১৭১৬৫৫৭৫৩, kaligonjland@gmail.com	[27, 1005, 217, 1066]
tender-table	[486, 1810, 952, 2142]
ucc-coaching-ad	[1271, 1064, 1550, 1637]
tender-web[interactable]: http://eprocure.gov.bd	[859, 2029, 948, 2040]
